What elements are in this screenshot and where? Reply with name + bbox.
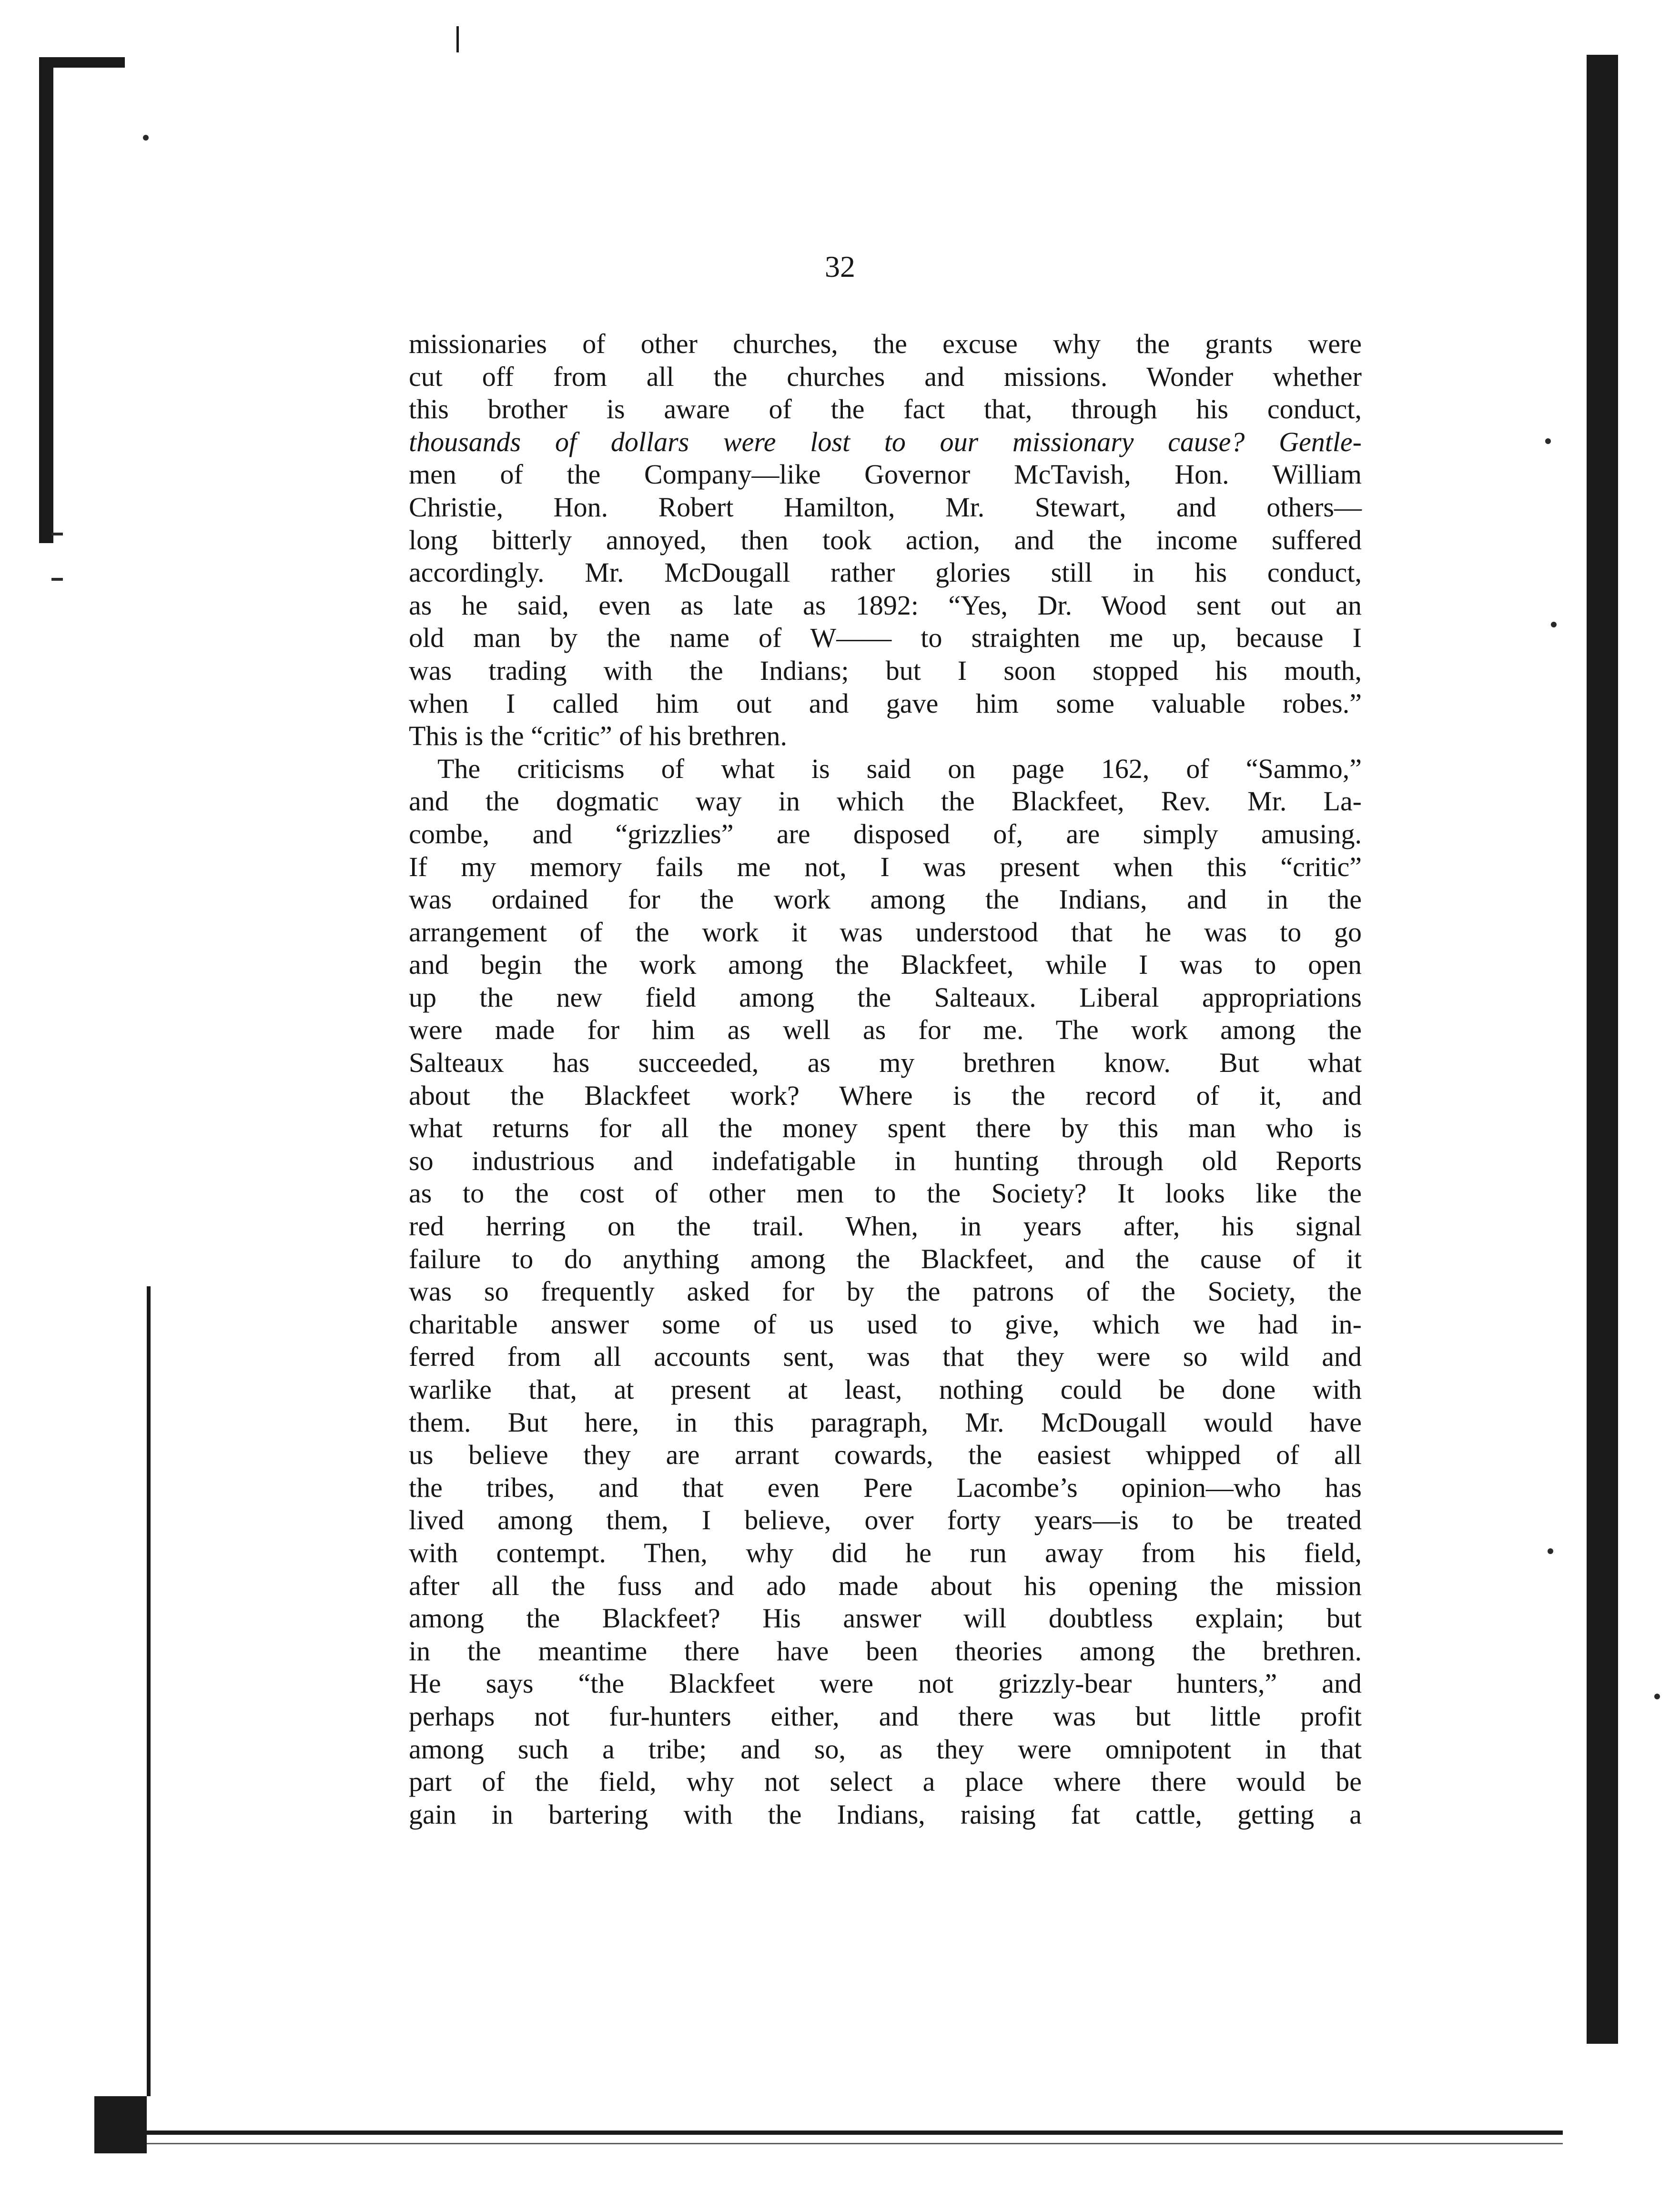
- text-line: us believe they are arrant cowards, the easiest whipped of all: [409, 1439, 1362, 1471]
- scan-speck: [143, 135, 149, 141]
- text-line: and the dogmatic way in which the Blackfeet, Rev. Mr. La-: [409, 786, 1362, 817]
- scan-left-corner-block: [94, 2096, 147, 2153]
- text-line: long bitterly annoyed, then took action, and the income suffered: [409, 524, 1362, 555]
- text-line: the tribes, and that even Pere Lacombe’s opinion—who has: [409, 1472, 1362, 1503]
- text-line: failure to do anything among the Blackfeet, and the cause of it: [409, 1243, 1362, 1274]
- text-line: part of the field, why not select a place where there would be: [409, 1766, 1362, 1797]
- text-line: arrangement of the work it was understood that he was to go: [409, 916, 1362, 948]
- text-line: men of the Company—like Governor McTavish, Hon. William: [409, 459, 1362, 490]
- text-line: combe, and “grizzlies” are disposed of, are simply amusing.: [409, 818, 1362, 849]
- scan-bottom-rule-secondary: [143, 2143, 1563, 2144]
- text-line: among the Blackfeet? His answer will doubtless explain; but: [409, 1603, 1362, 1634]
- text-line: red herring on the trail. When, in years after, his signal: [409, 1211, 1362, 1242]
- text-line: Salteaux has succeeded, as my brethren know. But what: [409, 1047, 1362, 1079]
- text-line: was ordained for the work among the Indians, and in the: [409, 884, 1362, 915]
- text-line: as to the cost of other men to the Society? It looks like the: [409, 1178, 1362, 1209]
- scan-speck: [51, 533, 63, 535]
- scan-speck: [1548, 1548, 1553, 1554]
- document-body: [409, 328, 1362, 1831]
- text-line: If my memory fails me not, I was present when this “critic”: [409, 851, 1362, 882]
- text-line: what returns for all the money spent there by this man who is: [409, 1112, 1362, 1144]
- text-line: among such a tribe; and so, as they were omnipotent in that: [409, 1733, 1362, 1765]
- text-line: when I called him out and gave him some valuable robes.”: [409, 687, 1362, 719]
- text-line: thousands of dollars were lost to our missionary cause? Gentle-: [409, 426, 1362, 457]
- text-line: ferred from all accounts sent, was that they were so wild and: [409, 1341, 1362, 1373]
- text-line: was so frequently asked for by the patrons of the Society, the: [409, 1276, 1362, 1307]
- text-line: Christie, Hon. Robert Hamilton, Mr. Stewart, and others—: [409, 491, 1362, 523]
- text-line: cut off from all the churches and missions. Wonder whether: [409, 361, 1362, 392]
- page-number: 32: [825, 250, 855, 283]
- text-line: after all the fuss and ado made about his opening the mission: [409, 1570, 1362, 1601]
- text-line: this brother is aware of the fact that, through his conduct,: [409, 394, 1362, 425]
- text-line: He says “the Blackfeet were not grizzly-bear hunters,” and: [409, 1668, 1362, 1699]
- text-line: missionaries of other churches, the excuse why the grants were: [409, 328, 1362, 359]
- text-line: warlike that, at present at least, nothing could be done with: [409, 1374, 1362, 1405]
- scan-right-edge-bar: [1587, 55, 1618, 2044]
- scan-left-bar-top: [39, 57, 125, 68]
- text-line: The criticisms of what is said on page 162, of “Sammo,”: [437, 753, 1362, 784]
- text-line: with contempt. Then, why did he run away from his field,: [409, 1537, 1362, 1568]
- text-line: in the meantime there have been theories among the brethren.: [409, 1635, 1362, 1666]
- scan-left-edge-bar: [39, 67, 53, 543]
- scan-speck: [1551, 622, 1557, 627]
- text-line: and begin the work among the Blackfeet, while I was to open: [409, 949, 1362, 980]
- paragraph-2: [409, 753, 1362, 1831]
- scan-speck: [1654, 1694, 1660, 1699]
- text-line: accordingly. Mr. McDougall rather glories still in his conduct,: [409, 557, 1362, 588]
- text-line: lived among them, I believe, over forty years—is to be treated: [409, 1504, 1362, 1536]
- text-line: was trading with the Indians; but I soon stopped his mouth,: [409, 655, 1362, 686]
- scan-speck: [51, 578, 63, 581]
- scan-bottom-rule: [143, 2130, 1563, 2135]
- text-line: up the new field among the Salteaux. Liberal appropriations: [409, 981, 1362, 1013]
- scan-left-rule: [147, 1286, 151, 2096]
- text-line: gain in bartering with the Indians, raising fat cattle, getting a: [409, 1798, 1362, 1830]
- paragraph-1: [409, 328, 1362, 753]
- scan-speck: [1545, 438, 1551, 444]
- text-line: as he said, even as late as 1892: “Yes, Dr. Wood sent out an: [409, 589, 1362, 621]
- text-line: old man by the name of W—— to straighten me up, because I: [409, 622, 1362, 654]
- text-line: were made for him as well as for me. The work among the: [409, 1014, 1362, 1046]
- text-line: them. But here, in this paragraph, Mr. McDougall would have: [409, 1406, 1362, 1438]
- text-line: charitable answer some of us used to give, which we had in-: [409, 1308, 1362, 1340]
- scan-tick-mark: [456, 26, 459, 52]
- text-line: about the Blackfeet work? Where is the record of it, and: [409, 1080, 1362, 1111]
- text-line: perhaps not fur-hunters either, and there was but little profit: [409, 1700, 1362, 1732]
- text-line: so industrious and indefatigable in hunting through old Reports: [409, 1145, 1362, 1176]
- text-line: This is the “critic” of his brethren.: [409, 720, 788, 752]
